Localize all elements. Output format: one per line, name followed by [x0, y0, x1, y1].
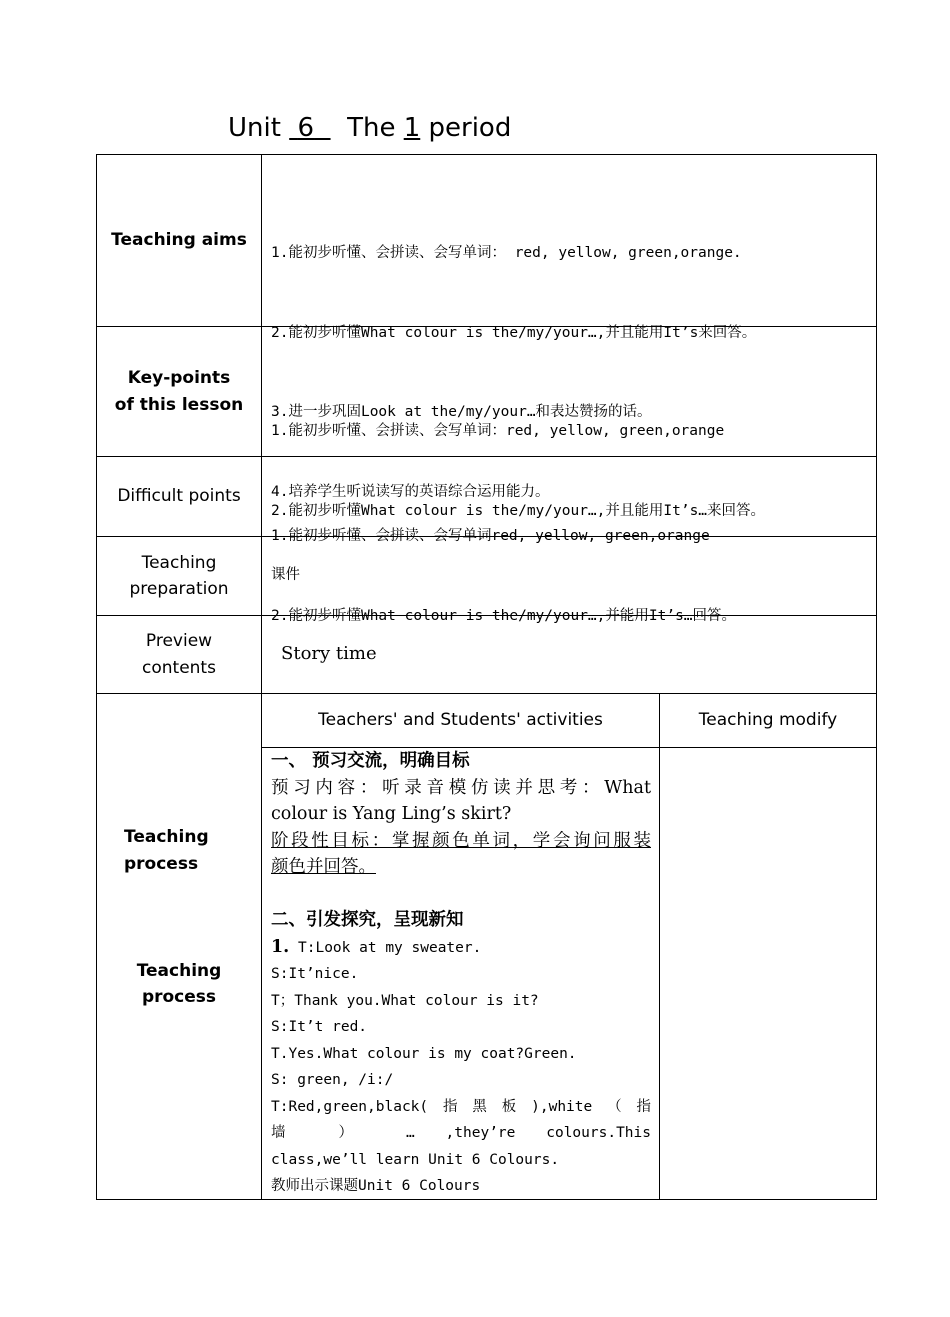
dialogue-line: 1. T:Look at my sweater.: [271, 936, 482, 957]
teaching-aim-line: 4.培养学生听说读写的英语综合运用能力。: [271, 483, 550, 500]
difficult-point-line: 1.能初步听懂、会拼读、会写单词red, yellow, green,orange: [271, 528, 710, 544]
key-points-label: Key-points of this lesson: [114, 368, 244, 415]
dialogue-line: T.Yes.What colour is my coat?Green.: [271, 1045, 577, 1062]
page-title: [228, 110, 511, 146]
title-period-label: The: [347, 113, 396, 143]
difficult-points-content: [271, 470, 871, 656]
title-unit-label: Unit: [228, 113, 281, 143]
process-label-a: Teaching process: [124, 827, 209, 874]
key-point-line: 2.能初步听懂What colour is the/my/your…,并且能用It’s…来回答。: [271, 502, 766, 519]
preview-content-line: 预习内容：听录音模仿读并思考：What: [271, 777, 651, 798]
difficult-points-label: Difficult points: [117, 486, 241, 507]
teaching-aims-label: Teaching aims: [111, 230, 247, 251]
preview-label: Preview contents: [142, 631, 216, 678]
activities-column-header: Teachers' and Students' activities: [318, 710, 603, 731]
dialogue-line: class,we’ll learn Unit 6 Colours.: [271, 1151, 560, 1168]
teaching-aim-line: 2.能初步听懂What colour is the/my/your…,并且能用It’s来回答。: [271, 324, 757, 341]
dialogue-line: 教师出示课题Unit 6 Colours: [271, 1178, 481, 1194]
teaching-aim-line: 3.进一步巩固Look at the/my/your…和表达赞扬的话。: [271, 404, 652, 420]
preview-content-line: colour is Yang Ling’s skirt?: [271, 804, 512, 824]
preparation-label: Teaching preparation: [129, 552, 229, 599]
title-period-word: period: [428, 113, 512, 143]
title-period-number: 1: [403, 113, 421, 143]
modify-column-header: Teaching modify: [698, 710, 838, 731]
preview-value: Story time: [281, 643, 377, 664]
section-heading: 一、 预习交流，明确目标: [271, 751, 470, 771]
dialogue-line: S: green, /i:/: [271, 1072, 394, 1088]
dialogue-line: T:Red,green,black(指黑板),white（指: [271, 1098, 651, 1115]
stage-goal-line: 阶段性目标：掌握颜色单词，学会询问服装: [271, 830, 651, 851]
process-label-b: Teaching process: [136, 960, 222, 1007]
difficult-point-line: 2.能初步听懂What colour is the/my/your…,并能用It’s…回答。: [271, 607, 737, 624]
stage-goal-line: 颜色并回答。: [271, 857, 376, 877]
dialogue-line: 墙 ） … ,they’re colours.This: [271, 1125, 651, 1141]
preparation-value: 课件: [271, 567, 300, 583]
key-point-line: 1.能初步听懂、会拼读、会写单词：red, yellow, green,orange: [271, 423, 725, 439]
dialogue-line: S:It’nice.: [271, 966, 359, 982]
dialogue-line: T；Thank you.What colour is it?: [271, 992, 539, 1009]
section-heading: 二、引发探究，呈现新知: [271, 910, 464, 930]
teaching-modify-cell: [660, 748, 876, 1199]
dialogue-line: S:It’t red.: [271, 1019, 368, 1035]
title-unit-number: 6: [297, 113, 315, 143]
activities-content: [271, 748, 651, 1200]
teaching-aim-line: 1.能初步听懂、会拼读、会写单词： red, yellow, green,orange.: [271, 245, 742, 261]
